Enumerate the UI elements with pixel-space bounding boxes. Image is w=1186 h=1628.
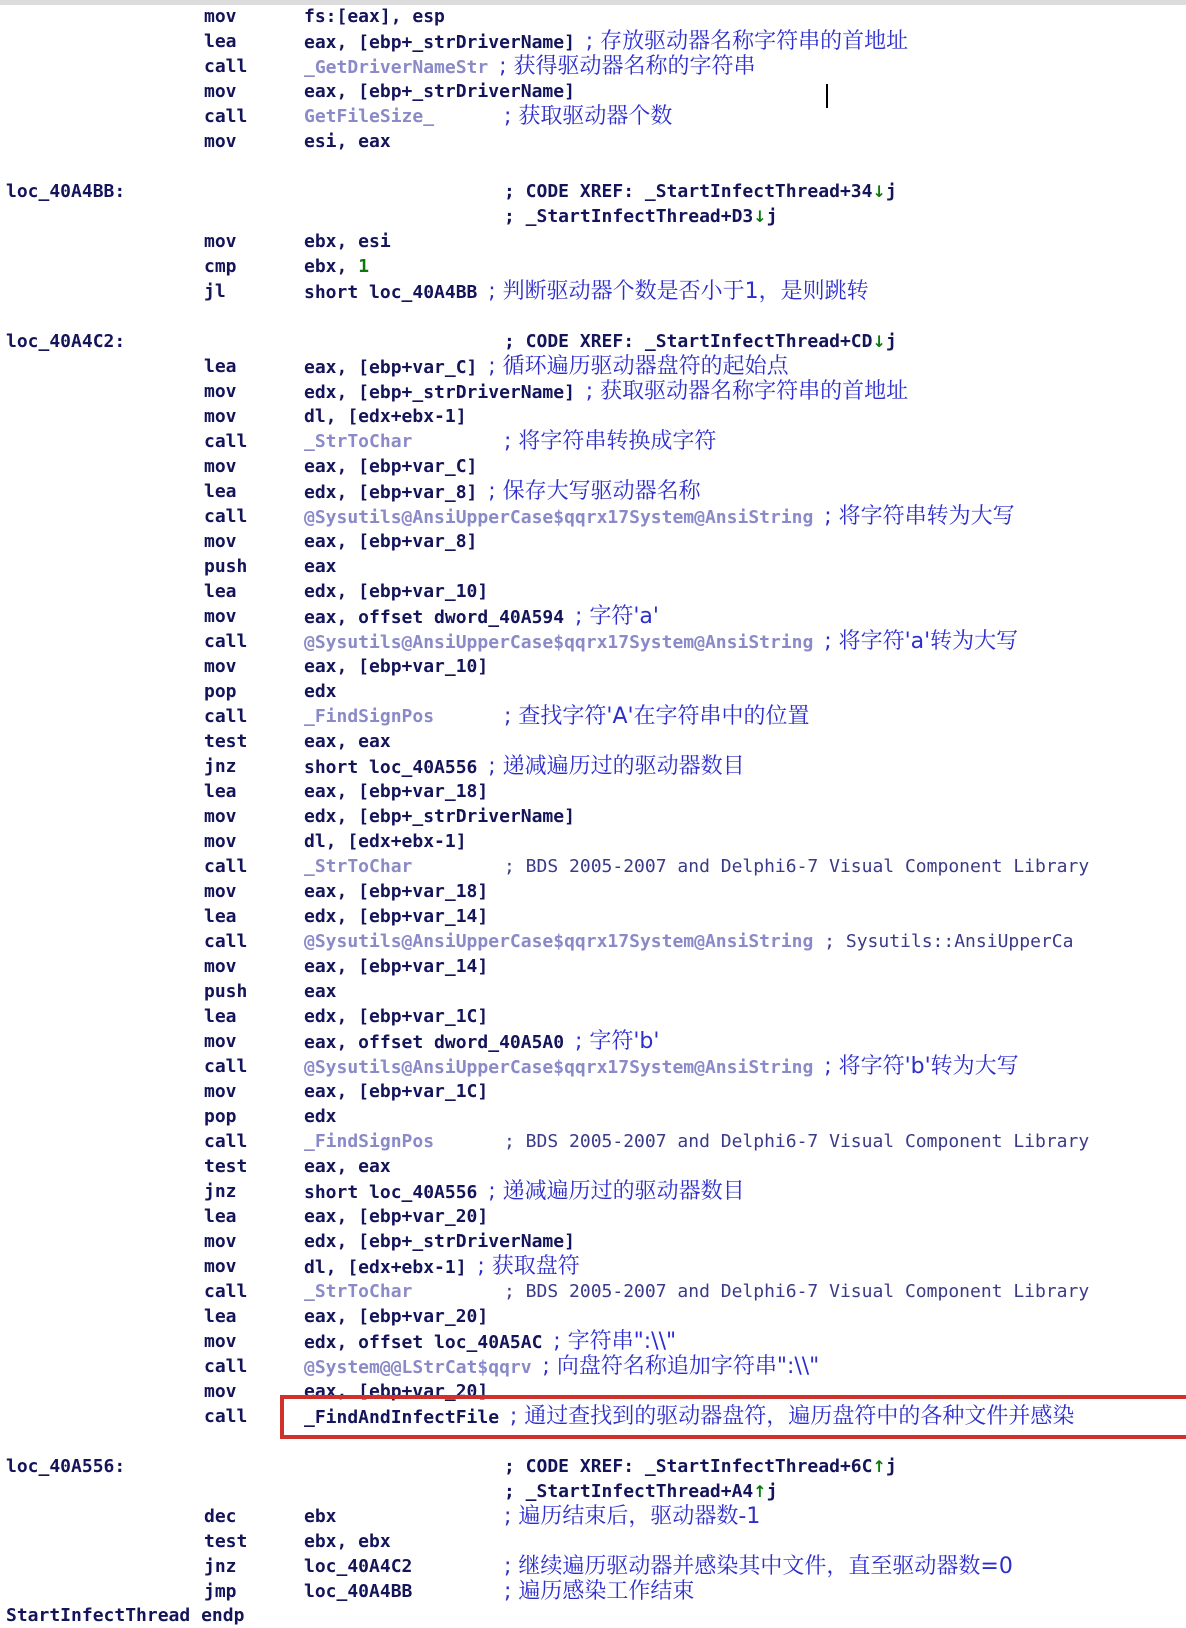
code-line[interactable] — [0, 30, 1186, 54]
code-line[interactable] — [0, 1455, 1186, 1479]
operands — [304, 280, 869, 305]
comment-text: ; _StartInfectThread+D3 — [504, 206, 754, 227]
highlight-box — [280, 1395, 1186, 1439]
operands — [304, 755, 745, 780]
operand-text: ebx, — [304, 256, 359, 277]
mnemonic: mov — [204, 806, 237, 827]
comment-text: ; 通过查找到的驱动器盘符，遍历盘符中的各种文件并感染 — [509, 1404, 1075, 1429]
comment — [504, 1555, 1013, 1580]
operands — [304, 1530, 391, 1554]
comment-text: ; BDS 2005-2007 and Delphi6-7 Visual Component Library — [504, 1131, 1090, 1152]
function-ref[interactable]: _StrToChar — [304, 856, 413, 877]
operand-text: esi, eax — [304, 131, 391, 152]
operands — [304, 1580, 412, 1604]
code-line[interactable] — [0, 455, 1186, 479]
operand-text: dl, [edx+ebx-1] — [304, 1257, 478, 1278]
mnemonic: test — [204, 731, 248, 752]
mnemonic: call — [204, 856, 248, 877]
operand-text: eax, [ebp+_strDriverName] — [304, 32, 586, 53]
comment — [504, 1480, 778, 1504]
mnemonic: jl — [204, 281, 226, 302]
operand-text — [813, 1057, 824, 1078]
code-line[interactable] — [0, 105, 1186, 129]
text-caret — [826, 84, 828, 108]
operand-text: edx, [ebp+_strDriverName] — [304, 382, 586, 403]
code-line[interactable] — [0, 355, 1186, 379]
operand-text: eax, [ebp+var_C] — [304, 357, 489, 378]
mnemonic: call — [204, 106, 248, 127]
code-line[interactable] — [0, 1030, 1186, 1054]
mnemonic: mov — [204, 831, 237, 852]
comment — [504, 1130, 1089, 1154]
function-ref[interactable]: GetFileSize_ — [304, 106, 435, 127]
code-line[interactable] — [0, 330, 1186, 354]
mnemonic: call — [204, 1281, 248, 1302]
mnemonic: mov — [204, 956, 237, 977]
code-line[interactable] — [0, 1005, 1186, 1029]
operands — [304, 1030, 659, 1055]
code-line[interactable] — [0, 555, 1186, 579]
code-line[interactable] — [0, 480, 1186, 504]
code-line[interactable] — [0, 380, 1186, 404]
xref-arrow-icon: ↑ — [872, 1457, 886, 1476]
function-ref[interactable]: _StrToChar — [304, 1281, 413, 1302]
operands — [304, 1005, 488, 1029]
operands — [304, 880, 488, 904]
operand-text: _FindAndInfectFile — [304, 1407, 510, 1428]
code-line[interactable] — [0, 130, 1186, 154]
comment — [504, 855, 1089, 879]
code-line[interactable] — [0, 705, 1186, 729]
mnemonic: mov — [204, 881, 237, 902]
operand-text: eax, [ebp+var_20] — [304, 1306, 489, 1327]
code-line[interactable] — [0, 830, 1186, 854]
operands — [304, 980, 337, 1004]
comment — [504, 1280, 1089, 1304]
mnemonic: test — [204, 1531, 248, 1552]
code-line[interactable] — [0, 605, 1186, 629]
function-ref[interactable]: _FindSignPos — [304, 1131, 435, 1152]
operand-text: short loc_40A556 — [304, 757, 489, 778]
operands — [304, 380, 908, 405]
code-line[interactable] — [0, 780, 1186, 804]
operand-text: eax, [ebp+var_18] — [304, 881, 489, 902]
mnemonic: call — [204, 631, 248, 652]
comment-text: ; 递减遍历过的驱动器数目 — [488, 1179, 745, 1204]
operands — [304, 455, 477, 479]
code-line[interactable] — [0, 730, 1186, 754]
function-ref[interactable]: @Sysutils@AnsiUpperCase$qqrx17System@AnsiString — [304, 507, 814, 528]
operand-text: eax, [ebp+var_8] — [304, 531, 478, 552]
code-line[interactable] — [0, 55, 1186, 79]
operand-text: edx, offset loc_40A5AC — [304, 1332, 554, 1353]
comment-text: ; 存放驱动器名称字符串的首地址 — [585, 29, 909, 54]
code-line[interactable] — [0, 1105, 1186, 1129]
operand-text: loc_40A4C2 — [304, 1556, 413, 1577]
comment-text: ; CODE XREF: _StartInfectThread+6C — [504, 1456, 873, 1477]
code-line[interactable] — [0, 180, 1186, 204]
mnemonic: lea — [204, 1206, 237, 1227]
comment-text: ; 查找字符'A'在字符串中的位置 — [504, 704, 810, 729]
operand-text: edx, [ebp+_strDriverName] — [304, 1231, 575, 1252]
label-name[interactable]: loc_40A556: — [6, 1456, 126, 1477]
mnemonic: call — [204, 1056, 248, 1077]
operand-text: edx, [ebp+_strDriverName] — [304, 806, 575, 827]
comment-text: j — [766, 206, 778, 227]
operand-text: eax — [304, 981, 337, 1002]
operand-text: short loc_40A556 — [304, 1182, 489, 1203]
code-line[interactable] — [0, 580, 1186, 604]
operands — [304, 430, 412, 454]
code-line[interactable] — [0, 1580, 1186, 1604]
operands — [304, 1055, 1019, 1080]
function-ref[interactable]: _GetDriverNameStr — [304, 57, 489, 78]
comment-text: j — [766, 1481, 778, 1502]
operand-text: ebx, esi — [304, 231, 391, 252]
comment-text: j — [885, 1456, 897, 1477]
mnemonic: cmp — [204, 256, 237, 277]
code-line[interactable] — [0, 205, 1186, 229]
code-line[interactable] — [0, 1355, 1186, 1379]
comment-text: ; BDS 2005-2007 and Delphi6-7 Visual Component Library — [504, 1281, 1090, 1302]
code-line[interactable] — [0, 1055, 1186, 1079]
operands — [304, 680, 337, 704]
operands — [304, 480, 701, 505]
comment-text: ; 获取驱动器个数 — [504, 104, 673, 129]
operands — [304, 1155, 391, 1179]
operands — [304, 805, 575, 829]
mnemonic: lea — [204, 1306, 237, 1327]
comment-text: ; 将字符串转换成字符 — [504, 429, 717, 454]
operands — [304, 405, 467, 429]
operands — [304, 730, 391, 754]
comment-text: ; 将字符'a'转为大写 — [824, 629, 1019, 654]
comment — [504, 205, 778, 229]
operands — [304, 1080, 488, 1104]
operands — [304, 1180, 745, 1205]
mnemonic: mov — [204, 456, 237, 477]
operands — [304, 355, 789, 380]
code-line[interactable] — [0, 80, 1186, 104]
mnemonic: mov — [204, 131, 237, 152]
mnemonic: call — [204, 56, 248, 77]
operands — [304, 230, 391, 254]
mnemonic: dec — [204, 1506, 237, 1527]
operand-text: eax, [ebp+var_18] — [304, 781, 489, 802]
operands — [304, 930, 1073, 954]
mnemonic: test — [204, 1156, 248, 1177]
mnemonic: mov — [204, 406, 237, 427]
mnemonic: mov — [204, 1256, 237, 1277]
comment-text: ; 遍历感染工作结束 — [504, 1579, 695, 1604]
operands — [304, 630, 1018, 655]
operand-text — [813, 632, 824, 653]
comment-text: ; 字符'a' — [574, 604, 659, 629]
function-ref[interactable]: @Sysutils@AnsiUpperCase$qqrx17System@AnsiString — [304, 632, 814, 653]
operand-text: edx — [304, 1106, 337, 1127]
code-line[interactable] — [0, 1155, 1186, 1179]
operands — [304, 105, 434, 129]
mnemonic: call — [204, 931, 248, 952]
code-line[interactable] — [0, 1280, 1186, 1304]
code-line[interactable] — [0, 680, 1186, 704]
mnemonic: jnz — [204, 1181, 237, 1202]
operands — [304, 605, 659, 630]
mnemonic: call — [204, 1131, 248, 1152]
mnemonic: mov — [204, 606, 237, 627]
code-line[interactable] — [0, 630, 1186, 654]
operand-text: dl, [edx+ebx-1] — [304, 831, 467, 852]
operands — [304, 30, 908, 55]
label-name[interactable]: loc_40A4C2: — [6, 331, 126, 352]
operands — [304, 255, 369, 279]
code-line[interactable] — [0, 905, 1186, 929]
code-line[interactable] — [0, 280, 1186, 304]
operand-text: eax, [ebp+var_1C] — [304, 1081, 489, 1102]
operands — [304, 705, 434, 729]
comment-text: ; 遍历结束后，驱动器数-1 — [504, 1504, 761, 1529]
operand-text: loc_40A4BB — [304, 1581, 413, 1602]
code-line[interactable] — [0, 1205, 1186, 1229]
code-line[interactable] — [0, 505, 1186, 529]
mnemonic: mov — [204, 231, 237, 252]
operands — [304, 505, 1015, 530]
mnemonic: jnz — [204, 1556, 237, 1577]
comment — [504, 330, 897, 354]
code-line[interactable] — [0, 980, 1186, 1004]
operand-text: eax, offset dword_40A5A0 — [304, 1032, 575, 1053]
comment — [504, 105, 672, 130]
operand-text: short loc_40A4BB — [304, 282, 489, 303]
comment — [504, 1455, 897, 1479]
mnemonic: pop — [204, 1106, 237, 1127]
mnemonic: mov — [204, 6, 237, 27]
operand-text: edx, [ebp+var_1C] — [304, 1006, 489, 1027]
operand-text: fs:[eax], esp — [304, 6, 445, 27]
comment-text: ; 递减遍历过的驱动器数目 — [488, 754, 745, 779]
operand-text: dl, [edx+ebx-1] — [304, 406, 467, 427]
operands — [304, 1505, 337, 1529]
code-line[interactable] — [0, 655, 1186, 679]
operand-text: ; Sysutils::AnsiUpperCa — [813, 931, 1074, 952]
code-line[interactable] — [0, 1130, 1186, 1154]
code-line[interactable] — [0, 5, 1186, 29]
function-ref[interactable]: _FindSignPos — [304, 706, 435, 727]
mnemonic: mov — [204, 1381, 237, 1402]
code-line[interactable] — [0, 405, 1186, 429]
code-line[interactable] — [0, 1530, 1186, 1554]
comment-text: j — [885, 181, 897, 202]
code-line[interactable] — [0, 880, 1186, 904]
code-line[interactable] — [0, 430, 1186, 454]
code-line[interactable] — [0, 1555, 1186, 1579]
code-line[interactable] — [0, 1505, 1186, 1529]
operand-text: eax — [304, 556, 337, 577]
operands — [304, 55, 755, 80]
function-ref[interactable]: @System@@LStrCat$qqrv — [304, 1357, 532, 1378]
code-line[interactable] — [0, 1305, 1186, 1329]
operand-text — [488, 57, 499, 78]
mnemonic: jmp — [204, 1581, 237, 1602]
code-line[interactable] — [0, 805, 1186, 829]
mnemonic: mov — [204, 1231, 237, 1252]
comment-text: ; 向盘符名称追加字符串":\\" — [542, 1354, 820, 1379]
mnemonic: call — [204, 1406, 248, 1427]
comment-text: ; 将字符串转为大写 — [824, 504, 1015, 529]
operand-text: edx, [ebp+var_8] — [304, 482, 489, 503]
comment-text: ; 字符'b' — [574, 1029, 660, 1054]
code-line[interactable] — [0, 1330, 1186, 1354]
operands — [304, 1555, 412, 1579]
code-line[interactable] — [0, 1080, 1186, 1104]
code-line[interactable] — [0, 1230, 1186, 1254]
mnemonic: jnz — [204, 756, 237, 777]
operand-text: eax, offset dword_40A594 — [304, 607, 575, 628]
function-ref[interactable]: @Sysutils@AnsiUpperCase$qqrx17System@AnsiString — [304, 1057, 814, 1078]
code-line[interactable] — [0, 1480, 1186, 1504]
code-line[interactable] — [0, 530, 1186, 554]
operands — [304, 1205, 488, 1229]
mnemonic: call — [204, 506, 248, 527]
operand-text: edx — [304, 681, 337, 702]
code-line[interactable] — [0, 230, 1186, 254]
operand-text: eax, [ebp+var_C] — [304, 456, 478, 477]
xref-arrow-icon: ↓ — [872, 332, 886, 351]
comment-text: ; CODE XREF: _StartInfectThread+34 — [504, 181, 873, 202]
operands — [304, 955, 488, 979]
label-name[interactable]: loc_40A4BB: — [6, 181, 126, 202]
comment-text: ; 保存大写驱动器名称 — [488, 479, 701, 504]
mnemonic: pop — [204, 681, 237, 702]
mnemonic: lea — [204, 356, 237, 377]
mnemonic: call — [204, 706, 248, 727]
xref-arrow-icon: ↓ — [753, 207, 767, 226]
operands — [304, 80, 575, 104]
mnemonic: push — [204, 556, 248, 577]
code-line[interactable] — [0, 855, 1186, 879]
comment-text: j — [885, 331, 897, 352]
operand-text: eax, eax — [304, 731, 391, 752]
code-line[interactable] — [0, 1255, 1186, 1279]
mnemonic: mov — [204, 656, 237, 677]
comment-text: ; 获取盘符 — [477, 1254, 580, 1279]
operands — [304, 580, 488, 604]
operands — [304, 1130, 434, 1154]
code-line[interactable] — [0, 930, 1186, 954]
label-name[interactable]: StartInfectThread endp — [6, 1605, 245, 1626]
mnemonic: lea — [204, 781, 237, 802]
operands — [304, 1305, 488, 1329]
mnemonic: mov — [204, 1031, 237, 1052]
mnemonic: lea — [204, 581, 237, 602]
comment-text: ; 继续遍历驱动器并感染其中文件，直至驱动器数=0 — [504, 1554, 1013, 1579]
operands — [304, 1230, 575, 1254]
comment — [504, 180, 897, 204]
operands — [304, 1280, 412, 1304]
comment-text: ; 获得驱动器名称的字符串 — [499, 54, 756, 79]
operands — [304, 130, 391, 154]
operand-text: ebx, ebx — [304, 1531, 391, 1552]
xref-arrow-icon: ↑ — [753, 1482, 767, 1501]
comment-text: ; 字符串":\\" — [553, 1329, 677, 1354]
operand-text — [813, 507, 824, 528]
operand-text: 1 — [358, 256, 370, 277]
operand-text: edx, [ebp+var_10] — [304, 581, 489, 602]
code-line[interactable] — [0, 1604, 1186, 1628]
operand-text: eax, [ebp+var_14] — [304, 956, 489, 977]
comment — [504, 430, 716, 455]
operand-text: eax, [ebp+var_20] — [304, 1381, 489, 1402]
operand-text: ebx — [304, 1506, 337, 1527]
operands — [304, 1255, 580, 1280]
mnemonic: call — [204, 1356, 248, 1377]
mnemonic: mov — [204, 381, 237, 402]
operands — [304, 5, 445, 29]
mnemonic: mov — [204, 531, 237, 552]
operands — [304, 855, 412, 879]
comment-text: ; _StartInfectThread+A4 — [504, 1481, 754, 1502]
operands — [304, 780, 488, 804]
comment-text: ; CODE XREF: _StartInfectThread+CD — [504, 331, 873, 352]
mnemonic: mov — [204, 81, 237, 102]
comment-text: ; 获取驱动器名称字符串的首地址 — [585, 379, 909, 404]
operand-text — [532, 1357, 543, 1378]
operand-text: eax, [ebp+var_10] — [304, 656, 489, 677]
mnemonic: lea — [204, 906, 237, 927]
comment — [504, 1505, 760, 1530]
mnemonic: lea — [204, 481, 237, 502]
comment — [504, 705, 810, 730]
function-ref[interactable]: @Sysutils@AnsiUpperCase$qqrx17System@AnsiString — [304, 931, 814, 952]
comment — [504, 1580, 694, 1605]
comment-text: ; BDS 2005-2007 and Delphi6-7 Visual Component Library — [504, 856, 1090, 877]
mnemonic: mov — [204, 1331, 237, 1352]
mnemonic: lea — [204, 31, 237, 52]
operands — [304, 530, 477, 554]
operands — [304, 905, 488, 929]
code-line[interactable] — [0, 955, 1186, 979]
code-line[interactable] — [0, 755, 1186, 779]
operand-text: eax, eax — [304, 1156, 391, 1177]
operands — [304, 1105, 337, 1129]
xref-arrow-icon: ↓ — [872, 182, 886, 201]
operands — [304, 1355, 819, 1380]
operands — [304, 830, 467, 854]
code-line[interactable] — [0, 1180, 1186, 1204]
function-ref[interactable]: _StrToChar — [304, 431, 413, 452]
code-line[interactable] — [0, 255, 1186, 279]
comment-text: ; 循环遍历驱动器盘符的起始点 — [488, 354, 789, 379]
mnemonic: call — [204, 431, 248, 452]
operand-text: eax, [ebp+_strDriverName] — [304, 81, 575, 102]
mnemonic: lea — [204, 1006, 237, 1027]
operand-text: edx, [ebp+var_14] — [304, 906, 489, 927]
operand-text: eax, [ebp+var_20] — [304, 1206, 489, 1227]
operands — [304, 1330, 676, 1355]
comment-text: ; 判断驱动器个数是否小于1，是则跳转 — [488, 279, 869, 304]
comment-text: ; 将字符'b'转为大写 — [824, 1054, 1019, 1079]
mnemonic: mov — [204, 1081, 237, 1102]
mnemonic: push — [204, 981, 248, 1002]
operands — [304, 555, 337, 579]
operands — [304, 655, 488, 679]
